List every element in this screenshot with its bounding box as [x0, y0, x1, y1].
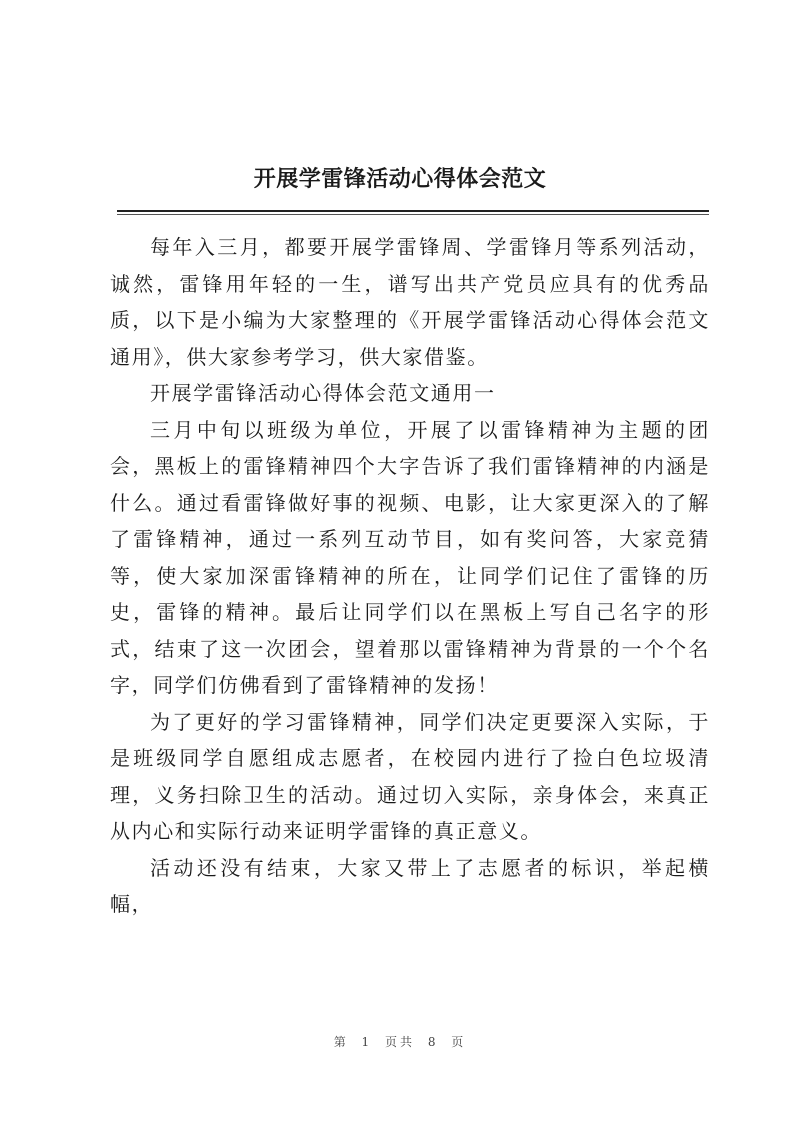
document-title: 开展学雷锋活动心得体会范文: [253, 166, 547, 192]
paragraph: 活动还没有结束，大家又带上了志愿者的标识，举起横幅，: [110, 855, 710, 916]
document-body: [110, 229, 710, 923]
paragraph: 为了更好的学习雷锋精神，同学们决定更要深入实际，于是班级同学自愿组成志愿者，在校园内进行了捡白色垃圾清理，义务扫除卫生的活动。通过切入实际，亲身体会，来真正从内心和实际行动来证明学雷锋的真正意义。: [110, 709, 710, 843]
page-number-footer: 第 1 页共 8 页: [333, 1035, 467, 1049]
paragraph-intro: 每年入三月，都要开展学雷锋周、学雷锋月等系列活动，诚然，雷锋用年轻的一生，谱写出共产党员应具有的优秀品质，以下是小编为大家整理的《开展学雷锋活动心得体会范文通用》，供大家参考学习，供大家借鉴。: [110, 235, 710, 369]
paragraph: 三月中旬以班级为单位，开展了以雷锋精神为主题的团会，黑板上的雷锋精神四个大字告诉了我们雷锋精神的内涵是什么。通过看雷锋做好事的视频、电影，让大家更深入的了解了雷锋精神，通过一系列互动节目，如有奖问答，大家竞猜等，使大家加深雷锋精神的所在，让同学们记住了雷锋的历史，雷锋的精神。最后让同学们以在黑板上写自己名字的形式，结束了这一次团会，望着那以雷锋精神为背景的一个个名字，同学们仿佛看到了雷锋精神的发扬！: [110, 417, 710, 697]
title-divider: [117, 210, 709, 212]
title-divider-thin: [117, 214, 709, 215]
section-heading: 开展学雷锋活动心得体会范文通用一: [150, 381, 496, 405]
